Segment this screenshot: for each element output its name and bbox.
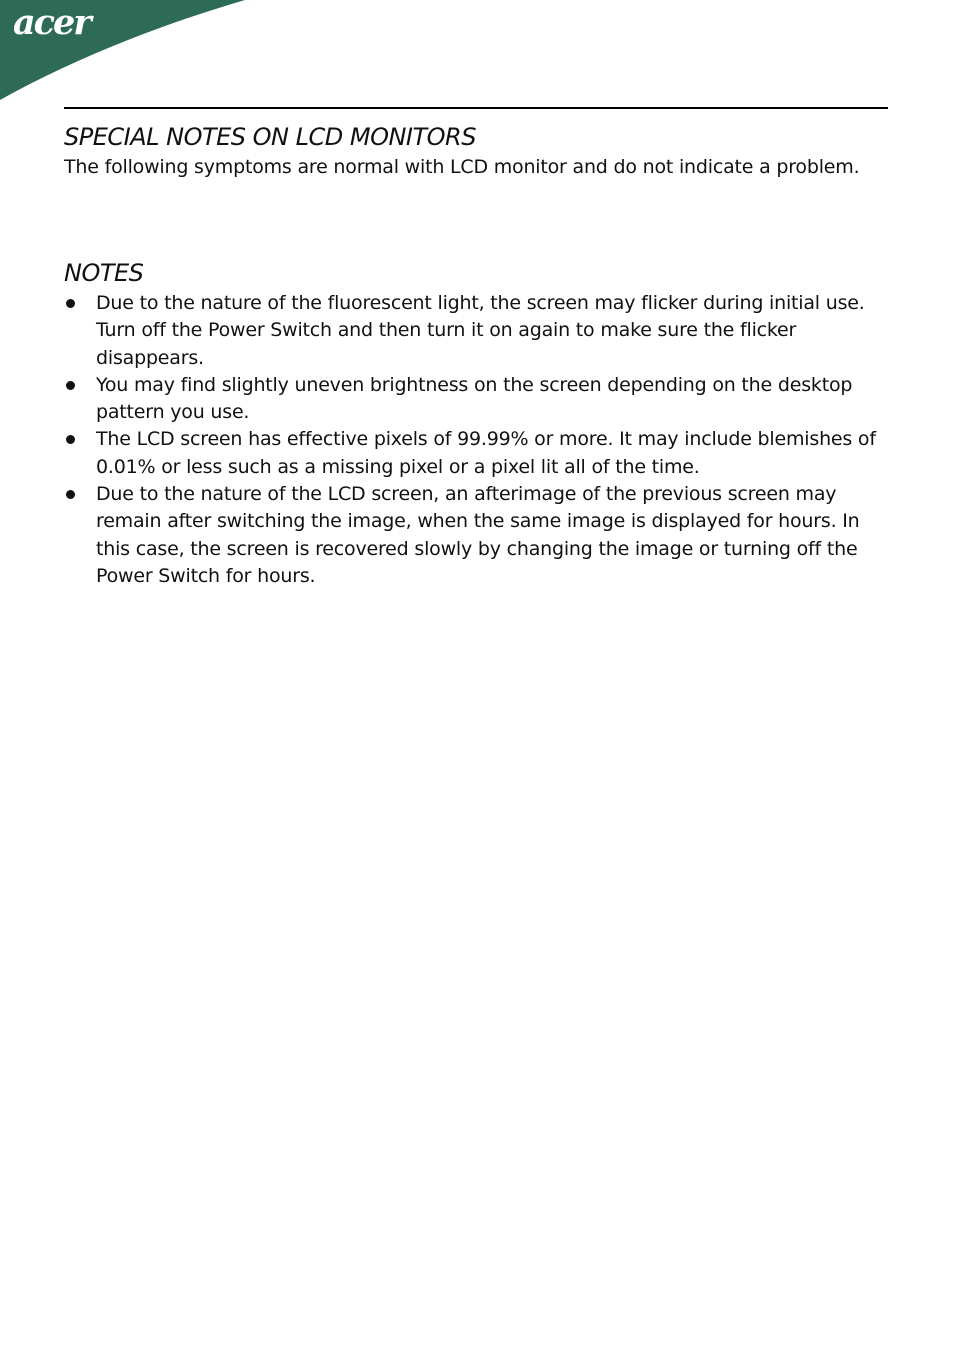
bullet-icon	[66, 381, 75, 390]
note-text: Due to the nature of the fluorescent light, the screen may flicker during initial use. Turn off the Power Switch and then turn it on again to make sure the flicker disappears.	[96, 292, 865, 369]
list-item	[64, 426, 888, 481]
bullet-icon	[66, 299, 75, 308]
notes-heading: NOTES	[64, 259, 144, 287]
list-item	[64, 290, 888, 372]
bullet-icon	[66, 435, 75, 444]
intro-paragraph: The following symptoms are normal with LCD monitor and do not indicate a problem.	[64, 156, 860, 178]
page-content	[64, 120, 888, 590]
acer-logo: acer	[13, 2, 90, 43]
list-item	[64, 372, 888, 427]
list-item	[64, 481, 888, 590]
page-title: SPECIAL NOTES ON LCD MONITORS	[64, 123, 476, 151]
notes-list	[64, 290, 888, 590]
note-text: Due to the nature of the LCD screen, an afterimage of the previous screen may remain after switching the image, when the same image is displayed for hours. In this case, the screen is recovered slowly by changing the image or turning off the Power Switch for hours.	[96, 483, 860, 587]
bullet-icon	[66, 490, 75, 499]
note-text: The LCD screen has effective pixels of 99.99% or more. It may include blemishes of 0.01% or less such as a missing pixel or a pixel lit all of the time.	[96, 428, 876, 478]
note-text: You may find slightly uneven brightness on the screen depending on the desktop pattern you use.	[96, 373, 853, 424]
top-divider	[64, 107, 888, 109]
